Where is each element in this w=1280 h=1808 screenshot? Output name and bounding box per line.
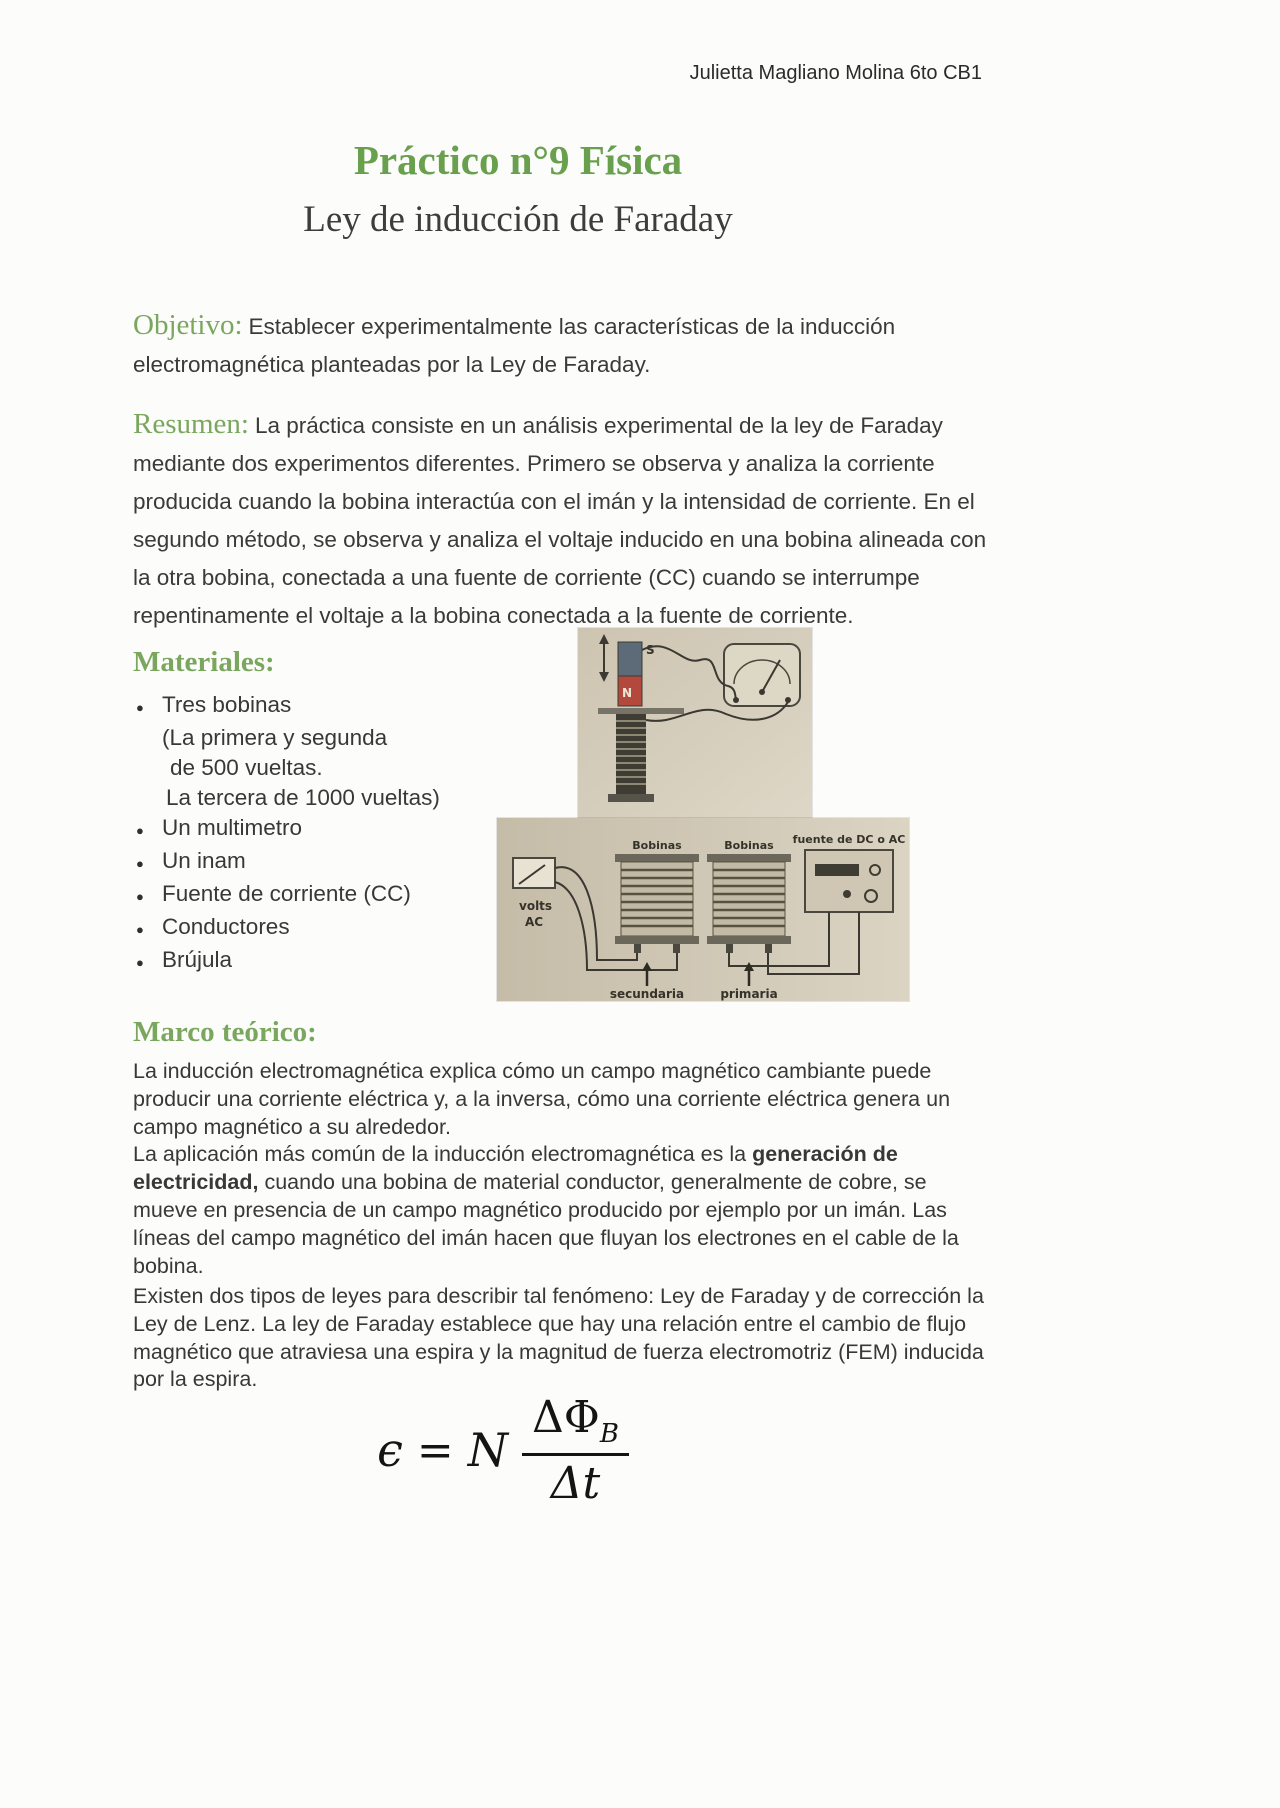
list-item	[136, 912, 496, 945]
objetivo-text: Establecer experimentalmente las características de la inducción electromagnética planteadas por la Ley de Faraday.	[133, 314, 896, 377]
voltmeter-label-1: volts	[519, 899, 553, 913]
formula-fraction	[522, 1392, 629, 1509]
materiales-heading: Materiales:	[133, 646, 275, 678]
list-item-subline: (La primera y segunda	[162, 725, 388, 750]
list-item-subline: de 500 vueltas.	[170, 755, 323, 780]
figure-two-coils-circuit	[497, 818, 909, 1001]
list-item-subline: La tercera de 1000 vueltas)	[166, 785, 440, 810]
formula-numerator: $\Delta\Phi_B$	[522, 1392, 629, 1456]
author-line: Julietta Magliano Molina 6to CB1	[689, 62, 982, 84]
list-item-label: Brújula	[162, 947, 233, 972]
primary-coil	[707, 839, 791, 953]
formula-coefficient: N	[467, 1423, 508, 1478]
coil-right-label: Bobinas	[724, 839, 774, 852]
power-source	[793, 833, 906, 912]
list-item-label: Conductores	[162, 914, 290, 939]
resumen-text: La práctica consiste en un análisis experimental de la ley de Faraday mediante dos experimentos diferentes. Primero se observa y analiza la corriente producida cuando la bobina interactúa con el imán y la intensidad de corriente. En el segundo método, se observa y analiza el voltaje inducido en una bobina alineada con la otra bobina, conectada a una fuente de corriente (CC) cuando se interrumpe repentinamente el voltaje a la bobina conectada a la fuente de corriente.	[133, 413, 987, 628]
secondary-coil	[615, 839, 699, 953]
bullet-icon: ●	[136, 823, 144, 838]
materials-list	[136, 690, 496, 978]
pole-s-label: S	[646, 643, 655, 657]
page-subtitle: Ley de inducción de Faraday	[303, 199, 733, 240]
marco-paragraph-1	[133, 1058, 993, 1280]
list-item-label: Tres bobinas	[162, 692, 292, 717]
marco-p2c: cuando una bobina de material conductor, generalmente de cobre, se mueve en presencia de un campo magnético producido por ejemplo por un imán. Las líneas del campo magnético del imán hacen que fluyan los electrones en el cable de la bobina.	[133, 1170, 959, 1278]
list-item	[136, 945, 496, 978]
bullet-icon: ●	[136, 955, 144, 970]
list-item-label: Un inam	[162, 848, 246, 873]
marco-teorico-heading: Marco teórico:	[133, 1016, 317, 1048]
list-item	[136, 879, 496, 912]
bullet-icon: ●	[136, 700, 144, 715]
bullet-icon: ●	[136, 922, 144, 937]
objetivo-section	[133, 306, 989, 384]
formula-epsilon: ϵ	[377, 1423, 403, 1478]
list-item-label: Un multimetro	[162, 815, 303, 840]
bullet-icon: ●	[136, 889, 144, 904]
formula-denominator: Δt	[550, 1457, 601, 1509]
objetivo-label: Objetivo:	[133, 309, 243, 341]
marco-p1: La inducción electromagnética explica cómo un campo magnético cambiante puede producir una corriente eléctrica y, a la inversa, cómo una corriente eléctrica genera un campo magnético a su alrededor.	[133, 1059, 951, 1139]
list-item-label: Fuente de corriente (CC)	[162, 881, 411, 906]
resumen-label: Resumen:	[133, 408, 249, 440]
pole-n-label: N	[622, 686, 633, 700]
figure-magnet-coil-galvanometer	[578, 628, 812, 822]
voltmeter-label-2: AC	[525, 915, 544, 929]
faraday-formula	[133, 1392, 873, 1509]
marco-p2-emphasis: generación de electricidad,	[133, 1142, 898, 1195]
list-item	[136, 813, 496, 846]
source-label: fuente de DC o AC	[792, 833, 906, 846]
formula-numerator-subscript: B	[599, 1418, 619, 1449]
resumen-section	[133, 405, 989, 635]
list-item	[136, 846, 496, 879]
page-title: Práctico n°9 Física	[353, 137, 683, 183]
bullet-icon: ●	[136, 856, 144, 871]
formula-equals: =	[416, 1424, 454, 1476]
secondary-label: secundaria	[609, 987, 685, 1001]
list-item	[136, 690, 496, 723]
marco-p2a: La aplicación más común de la inducción electromagnética es la	[133, 1142, 753, 1167]
coil-left-label: Bobinas	[632, 839, 682, 852]
marco-paragraph-2: Existen dos tipos de leyes para describir tal fenómeno: Ley de Faraday y de corrección la Ley de Lenz. La ley de Faraday establece que hay una relación entre el cambio de flujo magnético que atraviesa una espira y la magnitud de fuerza electromotriz (FEM) inducida por la espira.	[133, 1284, 984, 1392]
primary-label: primaria	[720, 987, 778, 1001]
